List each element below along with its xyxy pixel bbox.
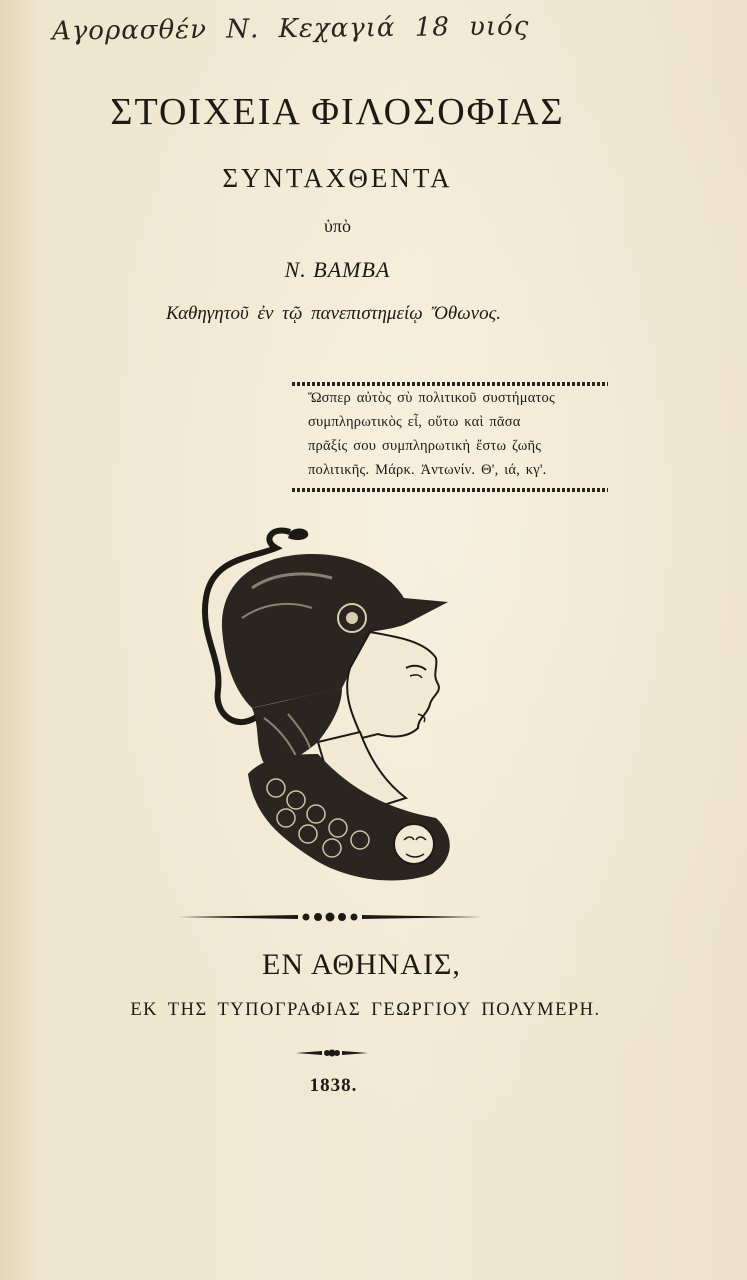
epigraph-bottom-rule [292, 488, 608, 492]
by-line: ὑπὸ [324, 216, 351, 236]
athena-bust-engraving [192, 518, 462, 886]
epigraph-top-rule [292, 382, 608, 386]
epigraph-line: συμπληρωτικὸς εἶ, οὕτω καὶ πᾶσα [308, 414, 521, 430]
ornamental-divider [178, 908, 482, 926]
handwritten-owner-note: Αγορασθέν Ν. Κεχαγιά 18 υιός [51, 11, 530, 47]
author-name: Ν. ΒΑΜΒΑ [284, 257, 391, 282]
imprint-printer: ΕΚ ΤΗΣ ΤΥΠΟΓΡΑΦΙΑΣ ΓΕΩΡΓΙΟΥ ΠΟΛΥΜΕΡΗ. [130, 1000, 601, 1020]
epigraph-line: πρᾶξίς σου συμπληρωτικὴ ἔστω ζωῆς [308, 438, 542, 454]
epigraph-line: Ὥσπερ αὐτὸς σὺ πολιτικοῦ συστήματος [308, 390, 555, 406]
small-ornament [296, 1046, 368, 1060]
epigraph-box [292, 382, 608, 492]
book-title: ΣΤΟΙΧΕΙΑ ΦΙΛΟΣΟΦΙΑΣ [110, 91, 565, 133]
imprint-place: ΕΝ ΑΘΗΝΑΙΣ, [262, 948, 461, 981]
book-subtitle: ΣΥΝΤΑΧΘΕΝΤΑ [222, 163, 453, 193]
publication-year: 1838. [309, 1075, 358, 1096]
epigraph-line: πολιτικῆς. Μάρκ. Ἀντωνίν. Θ', ιά, κγ'. [308, 462, 547, 478]
author-affiliation: Καθηγητοῦ ἐν τῷ πανεπιστημείῳ Ὄθωνος. [165, 303, 502, 324]
